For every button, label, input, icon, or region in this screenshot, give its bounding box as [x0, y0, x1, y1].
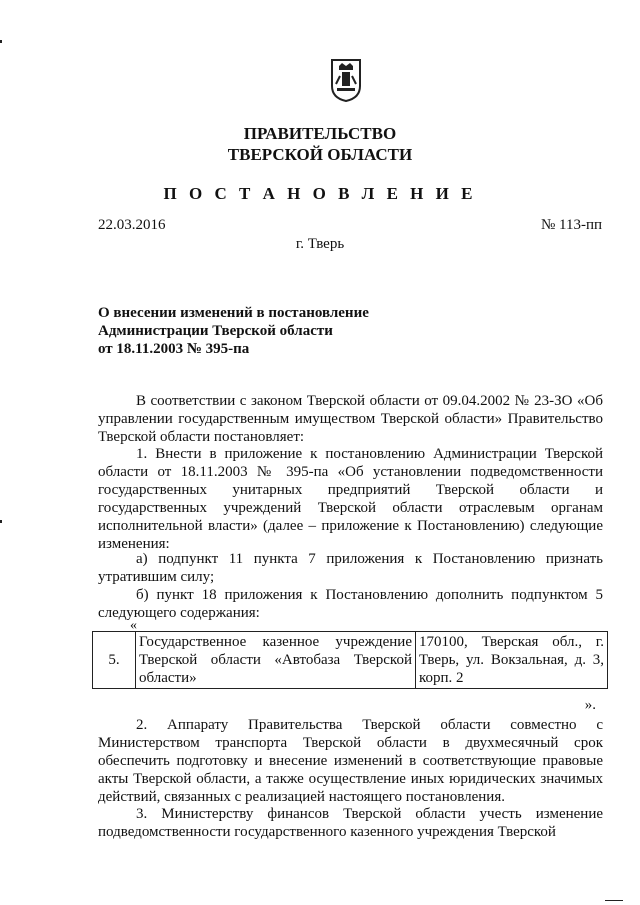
scan-mark: [0, 520, 2, 523]
document-date: 22.03.2016: [98, 217, 166, 233]
quote-open: «: [130, 618, 137, 633]
paragraph-item3: 3. Министерству финансов Тверской области учесть изменение подведомственности государственного казенного учреждения Тверской: [98, 806, 603, 840]
document-subject: [98, 304, 369, 358]
paragraph-intro: В соответствии с законом Тверской области от 09.04.2002 № 23-ЗО «Об управлении государственным имуществом Тверской области» Правительство Тверской области постановляет:: [98, 393, 603, 445]
table-row: [93, 632, 608, 689]
paragraph-item2: 2. Аппарату Правительства Тверской области совместно с Министерством транспорта Тверской области в двухмесячный срок обеспечить подготовку и внесение изменений в соответствующие правовые акты Тверской области, а также осуществление иных юридических значимых действий, связанных с реализацией настоящего постановления.: [98, 717, 603, 805]
document-number: № 113-пп: [540, 217, 602, 233]
quote-close: ».: [584, 697, 596, 713]
subject-line2: Администрации Тверской области: [98, 323, 333, 339]
subject-line3: от 18.11.2003 № 395-па: [98, 341, 250, 357]
scan-mark: [0, 40, 2, 43]
table-cell-name: Государственное казенное учреждение Тверской области «Автобаза Тверской области»: [136, 632, 416, 689]
insert-table: [92, 631, 608, 689]
paragraph-item1: 1. Внести в приложение к постановлению Администрации Тверской области от 18.11.2003 № 395-па «Об установлении подведомственности государственных унитарных предприятий Тверской области и государственных учреждений Тверской области отраслевым органам исполнительной власти» (далее – приложение к Постановлению) следующие изменения:: [98, 446, 603, 552]
document-type: П О С Т А Н О В Л Е Н И Е: [163, 184, 477, 203]
table-cell-address: 170100, Тверская обл., г. Тверь, ул. Вокзальная, д. 3, корп. 2: [416, 632, 608, 689]
scan-mark: [605, 900, 623, 901]
organization-name-line1: ПРАВИТЕЛЬСТВО: [243, 124, 397, 143]
table-cell-number: 5.: [93, 632, 136, 689]
subject-line1: О внесении изменений в постановление: [98, 305, 369, 321]
document-city: г. Тверь: [295, 236, 345, 252]
paragraph-item1a: а) подпункт 11 пункта 7 приложения к Постановлению признать утратившим силу;: [98, 551, 603, 585]
organization-name-line2: ТВЕРСКОЙ ОБЛАСТИ: [227, 145, 413, 164]
coat-of-arms-icon: [330, 58, 362, 102]
paragraph-item1b: б) пункт 18 приложения к Постановлению дополнить подпунктом 5 следующего содержания:: [98, 587, 603, 621]
